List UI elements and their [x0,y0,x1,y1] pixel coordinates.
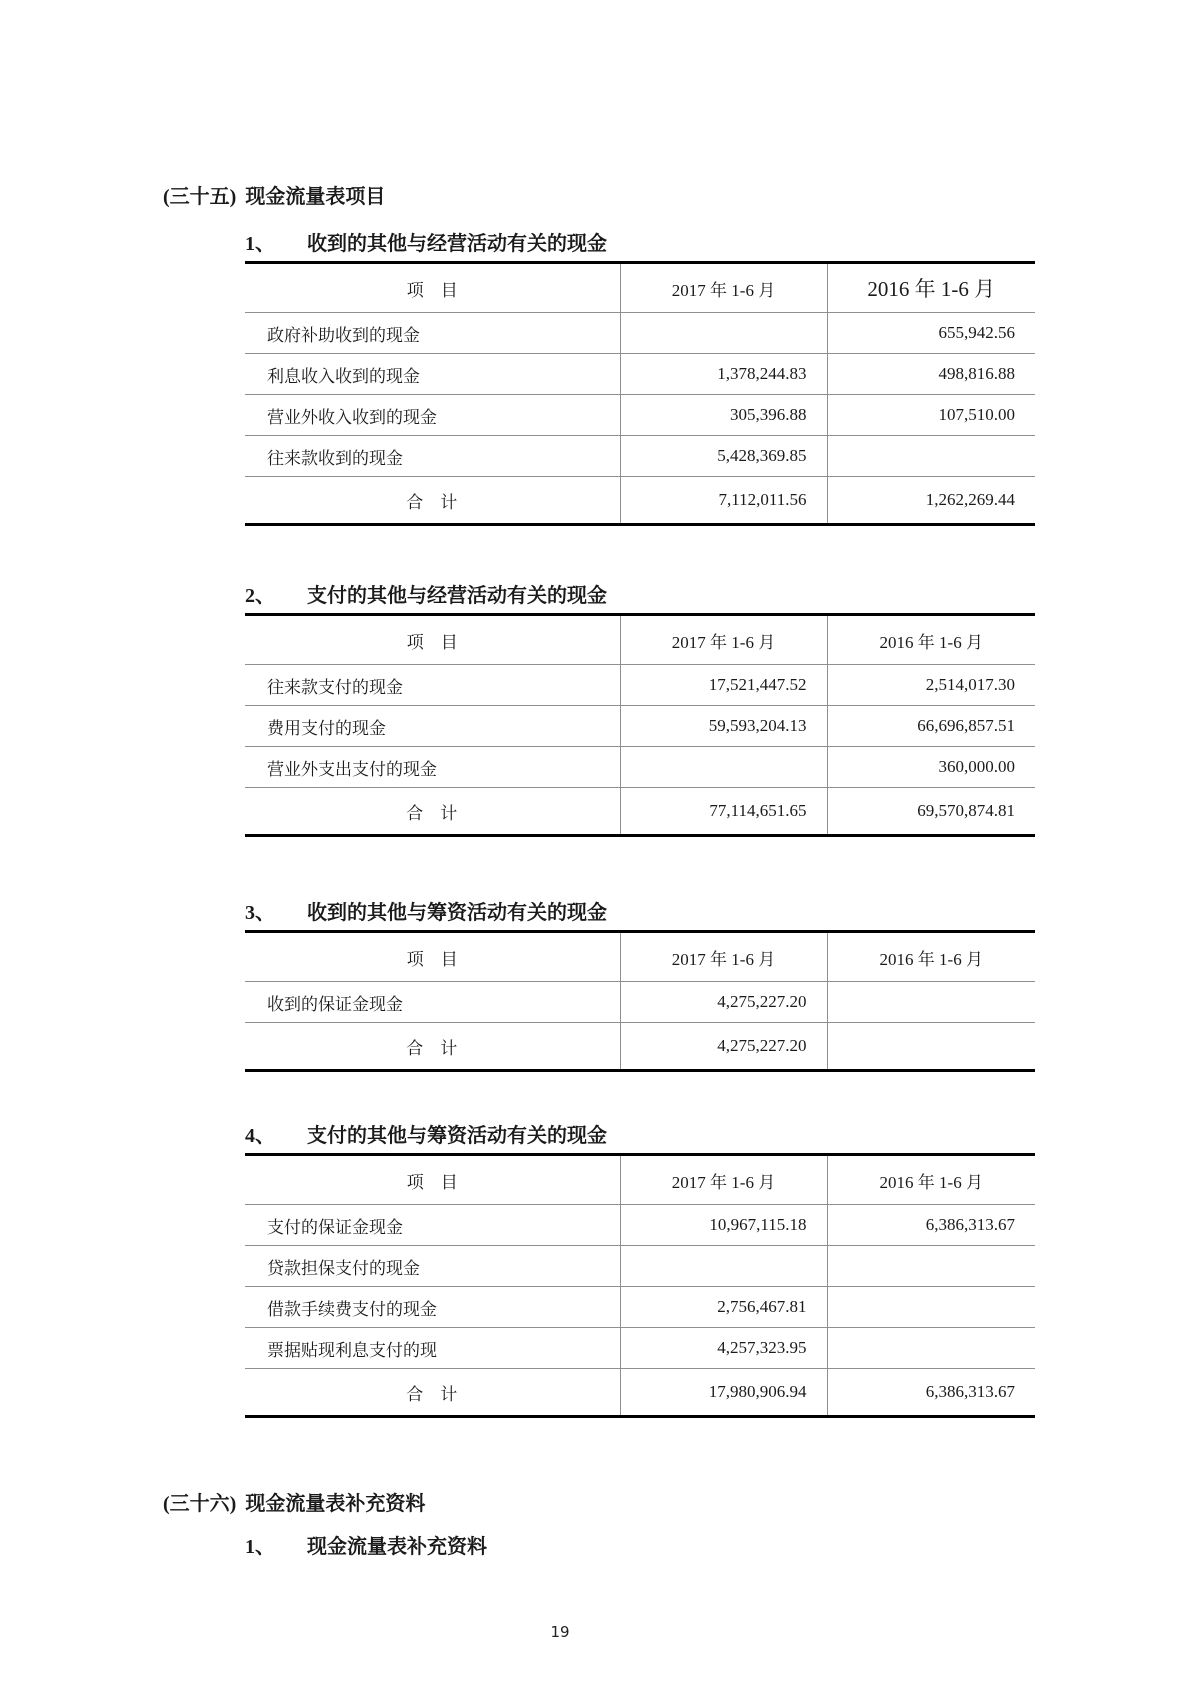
total-row [245,788,1035,836]
column-header-item: 项 目 [245,263,620,313]
value-2016-cell: 498,816.88 [827,354,1035,395]
column-header-2017: 2017 年 1-6 月 [620,1155,827,1205]
item-cell: 往来款支付的现金 [245,665,620,706]
value-2017-cell: 17,521,447.52 [620,665,827,706]
total-2016-cell: 6,386,313.67 [925,1382,1015,1401]
value-2017-cell [620,747,827,788]
item-cell: 利息收入收到的现金 [245,354,620,395]
value-2017-cell: 10,967,115.18 [620,1205,827,1246]
column-header-2016: 2016 年 1-6 月 [827,263,1035,313]
subsection-36-1-heading [245,1533,1035,1561]
value-2016-cell: 6,386,313.67 [827,1205,1035,1246]
table-row [245,313,1035,354]
item-cell: 政府补助收到的现金 [245,313,620,354]
section-35-label: (三十五) [163,186,237,208]
subsection-4-number: 4、 [245,1125,275,1147]
value-2016-cell: 2,514,017.30 [827,665,1035,706]
table-row [245,436,1035,477]
subsection-4-heading [245,1122,1035,1150]
total-row [245,1023,1035,1071]
table-row [245,706,1035,747]
table-other-operating-cash-paid [245,613,1035,837]
item-cell: 营业外收入收到的现金 [245,395,620,436]
total-row [245,1369,1035,1417]
column-header-item: 项 目 [245,1155,620,1205]
item-cell: 贷款担保支付的现金 [245,1246,620,1287]
table-row [245,665,1035,706]
value-2017-cell: 5,428,369.85 [620,436,827,477]
column-header-2016: 2016 年 1-6 月 [827,932,1035,982]
value-2016-cell: 655,942.56 [827,313,1035,354]
table-row [245,1205,1035,1246]
item-cell: 借款手续费支付的现金 [245,1287,620,1328]
table-other-operating-cash-received [245,261,1035,526]
subsection-2-number: 2、 [245,585,275,607]
table-other-financing-cash-paid [245,1153,1035,1418]
value-2017-cell: 1,378,244.83 [620,354,827,395]
value-2016-cell [827,982,1035,1023]
total-label-cell: 合 计 [245,788,620,836]
total-row [245,477,1035,525]
value-2016-cell: 66,696,857.51 [827,706,1035,747]
subsection-4-title: 支付的其他与筹资活动有关的现金 [307,1125,607,1147]
total-2017-cell: 4,275,227.20 [620,1023,827,1071]
column-header-2017: 2017 年 1-6 月 [620,932,827,982]
page-number: 19 [550,1623,570,1641]
total-2016-cell: 1,262,269.44 [925,490,1015,509]
subsection-2-title: 支付的其他与经营活动有关的现金 [307,585,607,607]
total-label-cell: 合 计 [245,1023,620,1071]
subsection-36-1-title: 现金流量表补充资料 [307,1536,487,1558]
section-35-title: 现金流量表项目 [245,186,386,208]
item-cell: 支付的保证金现金 [245,1205,620,1246]
total-2017-cell: 77,114,651.65 [620,788,827,836]
section-35-heading [163,183,1200,211]
total-2016-cell: 69,570,874.81 [917,801,1015,820]
item-cell: 费用支付的现金 [245,706,620,747]
section-36-title: 现金流量表补充资料 [245,1493,426,1515]
table-row [245,354,1035,395]
value-2016-cell: 107,510.00 [827,395,1035,436]
subsection-1-title: 收到的其他与经营活动有关的现金 [307,233,607,255]
table-row [245,747,1035,788]
value-2017-cell: 4,275,227.20 [620,982,827,1023]
subsection-3-number: 3、 [245,902,275,924]
item-cell: 营业外支出支付的现金 [245,747,620,788]
section-36-heading [163,1490,1200,1518]
table-other-financing-cash-received [245,930,1035,1072]
table-row [245,395,1035,436]
subsection-3-heading [245,899,1035,927]
table-header-row [245,1155,1035,1205]
value-2017-cell: 305,396.88 [620,395,827,436]
value-2017-cell [620,1246,827,1287]
total-2016-cell [827,1023,1035,1071]
value-2017-cell [620,313,827,354]
value-2016-cell [827,1287,1035,1328]
value-2017-cell: 59,593,204.13 [620,706,827,747]
subsection-1-number: 1、 [245,233,275,255]
value-2017-cell: 2,756,467.81 [620,1287,827,1328]
subsection-1-heading [245,230,1035,258]
column-header-2017: 2017 年 1-6 月 [620,263,827,313]
section-36-label: (三十六) [163,1493,237,1515]
table-row [245,1287,1035,1328]
column-header-2016: 2016 年 1-6 月 [827,1155,1035,1205]
value-2016-cell [827,436,1035,477]
table-header-row [245,932,1035,982]
value-2016-cell: 360,000.00 [827,747,1035,788]
table-row [245,1246,1035,1287]
subsection-36-1-number: 1、 [245,1536,275,1558]
value-2016-cell [827,1246,1035,1287]
table-row [245,982,1035,1023]
item-cell: 往来款收到的现金 [245,436,620,477]
total-label-cell: 合 计 [245,1369,620,1417]
value-2016-cell [827,1328,1035,1369]
subsection-3-title: 收到的其他与筹资活动有关的现金 [307,902,607,924]
total-2017-cell: 7,112,011.56 [620,477,827,525]
subsection-2-heading [245,582,1035,610]
total-label-cell: 合 计 [245,477,620,525]
column-header-2017: 2017 年 1-6 月 [620,615,827,665]
table-row [245,1328,1035,1369]
column-header-2016: 2016 年 1-6 月 [827,615,1035,665]
table-header-row [245,263,1035,313]
column-header-item: 项 目 [245,932,620,982]
table-header-row [245,615,1035,665]
column-header-item: 项 目 [245,615,620,665]
item-cell: 收到的保证金现金 [245,982,620,1023]
item-cell: 票据贴现利息支付的现 [245,1328,620,1369]
value-2017-cell: 4,257,323.95 [620,1328,827,1369]
total-2017-cell: 17,980,906.94 [620,1369,827,1417]
